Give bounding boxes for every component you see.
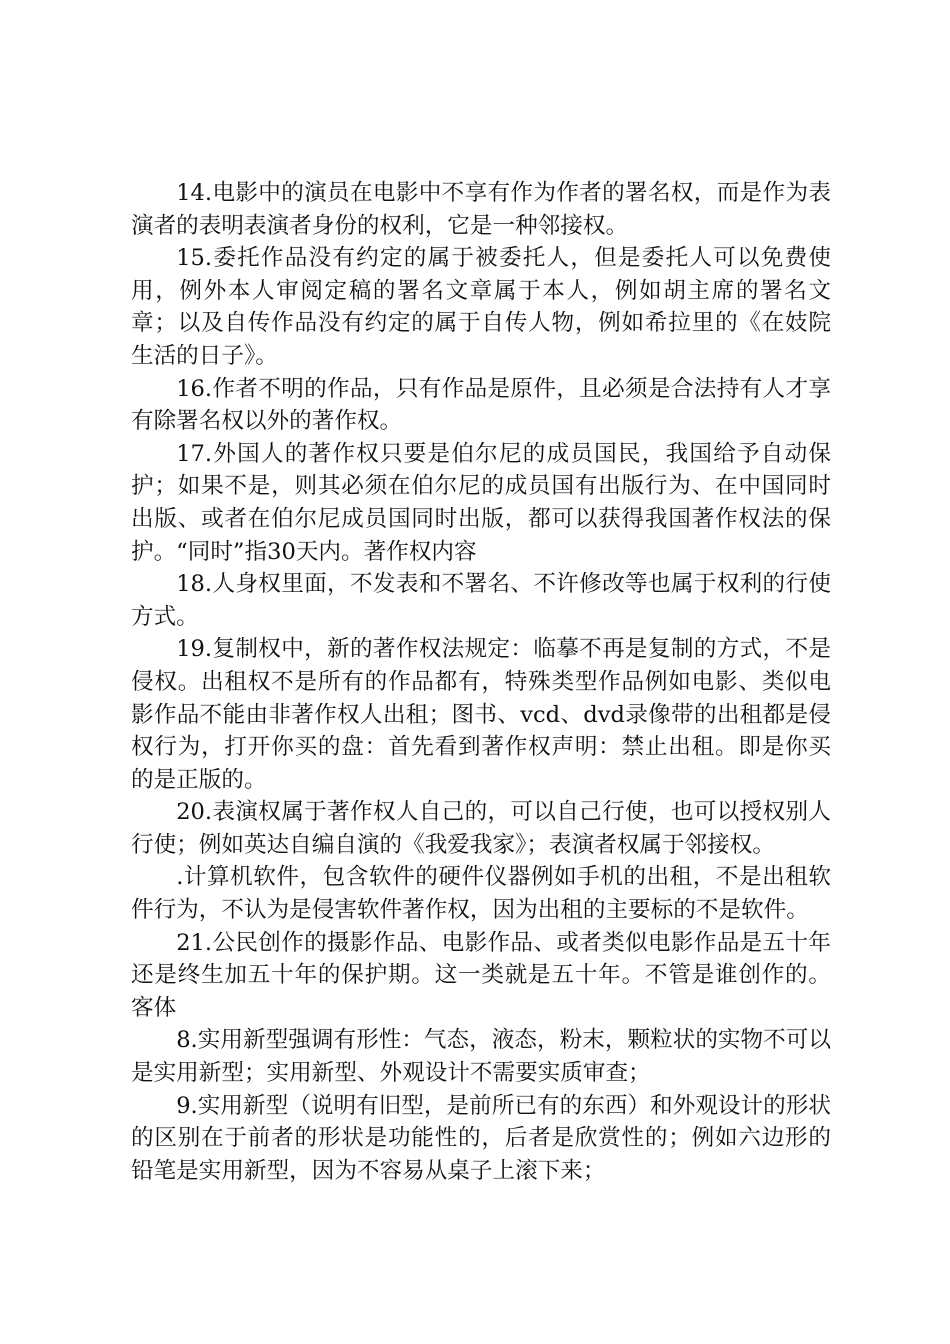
paragraph-15: 15.委托作品没有约定的属于被委托人，但是委托人可以免费使用，例外本人审阅定稿的署名文章属于本人，例如胡主席的署名文章；以及自传作品没有约定的属于自传人物，例如希拉里的《在妓院生活的日子》。 bbox=[131, 245, 831, 369]
paragraph-17: 17.外国人的著作权只要是伯尔尼的成员国民，我国给予自动保护；如果不是，则其必须在伯尔尼的成员国有出版行为、在中国同时出版、或者在伯尔尼成员国同时出版，都可以获得我国著作权法的保护。“同时”指30天内。著作权内容 bbox=[131, 440, 831, 565]
paragraph-9: 9.实用新型（说明有旧型，是前所已有的东西）和外观设计的形状的区别在于前者的形状是功能性的，后者是欣赏性的；例如六边形的铅笔是实用新型，因为不容易从桌子上滚下来； bbox=[131, 1092, 831, 1184]
paragraph-software: .计算机软件，包含软件的硬件仪器例如手机的出租，不是出租软件行为，不认为是侵害软件著作权，因为出租的主要标的不是软件。 bbox=[131, 864, 831, 924]
document-body bbox=[131, 177, 831, 1187]
paragraph-21: 21.公民创作的摄影作品、电影作品、或者类似电影作品是五十年还是终生加五十年的保护期。这一类就是五十年。不管是谁创作的。客体 bbox=[131, 929, 831, 1021]
paragraph-16: 16.作者不明的作品，只有作品是原件，且必须是合法持有人才享有除署名权以外的著作权。 bbox=[131, 375, 831, 435]
paragraph-14: 14.电影中的演员在电影中不享有作为作者的署名权，而是作为表演者的表明表演者身份的权利，它是一种邻接权。 bbox=[131, 180, 831, 239]
paragraph-18: 18.人身权里面，不发表和不署名、不许修改等也属于权利的行使方式。 bbox=[131, 571, 831, 630]
paragraph-19: 19.复制权中，新的著作权法规定：临摹不再是复制的方式，不是侵权。出租权不是所有的作品都有，特殊类型作品例如电影、类似电影作品不能由非著作权人出租；图书、vcd、dvd录像带的出租都是侵权行为，打开你买的盘：首先看到著作权声明：禁止出租。即是你买的是正版的。 bbox=[131, 636, 831, 793]
paragraph-20: 20.表演权属于著作权人自己的，可以自己行使，也可以授权别人行使；例如英达自编自演的《我爱我家》；表演者权属于邻接权。 bbox=[131, 799, 831, 858]
paragraph-8: 8.实用新型强调有形性：气态，液态，粉末，颗粒状的实物不可以是实用新型；实用新型、外观设计不需要实质审查； bbox=[131, 1027, 831, 1087]
